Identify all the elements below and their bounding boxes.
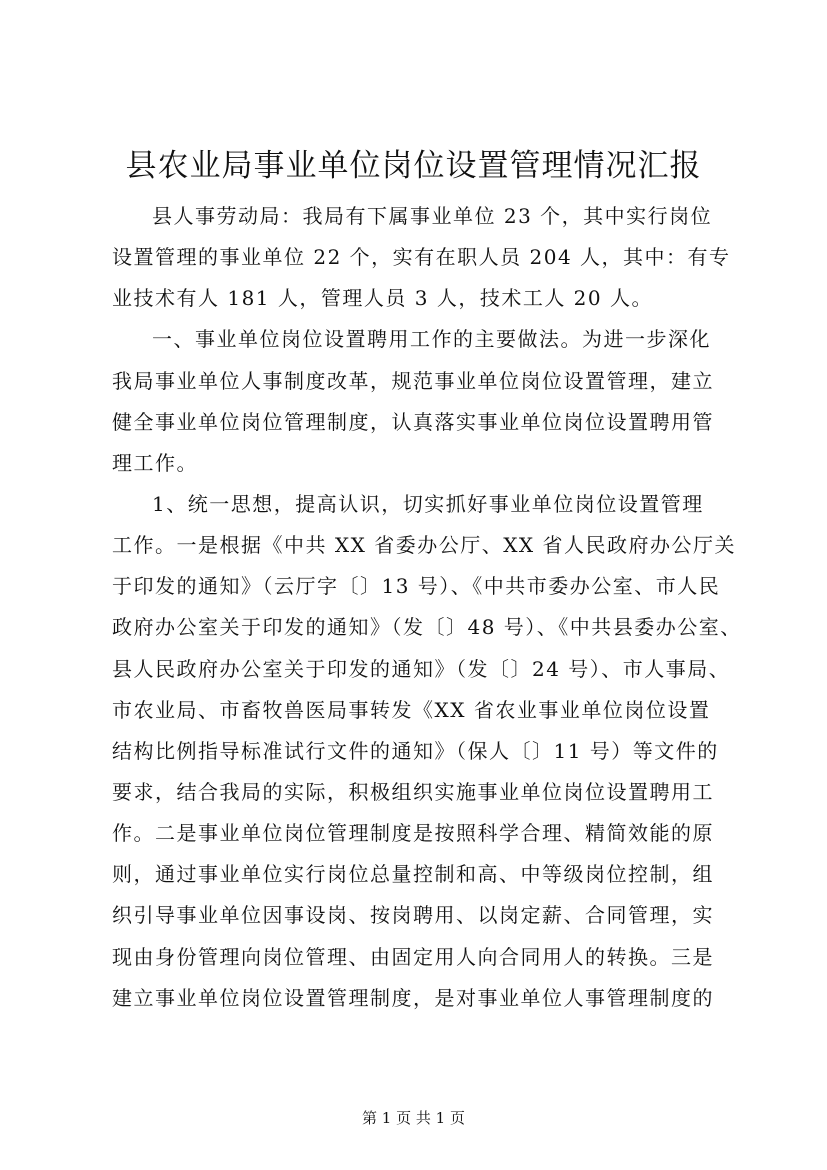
paragraph-line: 我局事业单位人事制度改革，规范事业单位岗位设置管理，建立 — [112, 369, 714, 393]
page-footer: 第 1 页 共 1 页 — [362, 1109, 465, 1127]
paragraph-line: 现由身份管理向岗位管理、由固定用人向合同用人的转换。三是 — [112, 945, 714, 969]
paragraph-line: 要求，结合我局的实际，积极组织实施事业单位岗位设置聘用工 — [112, 780, 714, 804]
paragraph-line: 市农业局、市畜牧兽医局事转发《XX 省农业事业单位岗位设置 — [112, 698, 711, 722]
paragraph-line: 健全事业单位岗位管理制度，认真落实事业单位岗位设置聘用管 — [112, 410, 714, 434]
paragraph-line: 政府办公室关于印发的通知》（发〔〕48 号）、《中共县委办公室、 — [112, 615, 742, 639]
paragraph-line: 结构比例指导标准试行文件的通知》（保人〔〕11 号）等文件的 — [112, 739, 719, 763]
paragraph-line: 织引导事业单位因事设岗、按岗聘用、以岗定薪、合同管理，实 — [112, 903, 714, 927]
paragraph-line: 理工作。 — [112, 451, 198, 475]
paragraph-line: 作。二是事业单位岗位管理制度是按照科学合理、精简效能的原 — [112, 821, 714, 845]
paragraph-line: 则，通过事业单位实行岗位总量控制和高、中等级岗位控制，组 — [112, 862, 714, 886]
paragraph-line: 业技术有人 181 人，管理人员 3 人，技术工人 20 人。 — [112, 286, 653, 310]
paragraph-line: 1、统一思想，提高认识，切实抓好事业单位岗位设置管理 — [152, 492, 704, 516]
paragraph-line: 一、事业单位岗位设置聘用工作的主要做法。为进一步深化 — [152, 327, 711, 351]
document-title: 县农业局事业单位岗位设置管理情况汇报 — [125, 148, 702, 184]
paragraph-line: 县人民政府办公室关于印发的通知》（发〔〕24 号）、市人事局、 — [112, 657, 731, 681]
paragraph-line: 于印发的通知》（云厅字〔〕13 号）、《中共市委办公室、市人民 — [112, 574, 721, 598]
paragraph-line: 设置管理的事业单位 22 个，实有在职人员 204 人，其中：有专 — [112, 245, 731, 269]
paragraph-line: 建立事业单位岗位设置管理制度，是对事业单位人事管理制度的 — [112, 986, 714, 1010]
paragraph-line: 县人事劳动局：我局有下属事业单位 23 个，其中实行岗位 — [152, 204, 713, 228]
paragraph-line: 工作。一是根据《中共 XX 省委办公厅、XX 省人民政府办公厅关 — [112, 533, 737, 557]
